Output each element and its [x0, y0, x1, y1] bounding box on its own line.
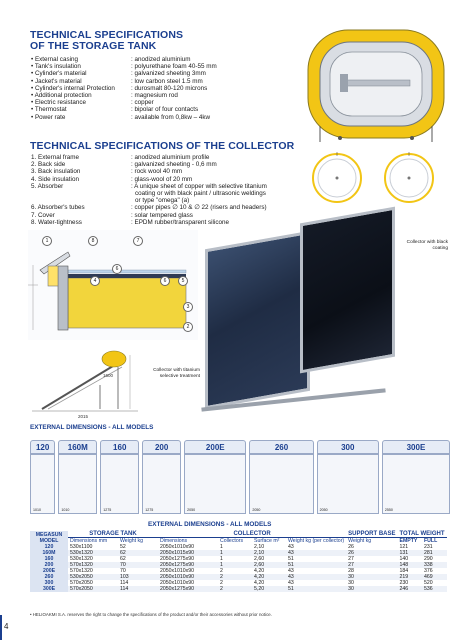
model-cell: 300: [30, 580, 68, 586]
dimension-height-label: 1600: [103, 373, 114, 378]
thumb-width-label: 1010: [61, 508, 70, 512]
diagram-callout-2: 2: [183, 322, 193, 332]
storage-spec-row: [31, 63, 217, 70]
thumb-width-label: 2550: [384, 508, 393, 512]
table-cell: 114: [120, 580, 129, 586]
sub-sb-label: Weight: [348, 538, 365, 544]
tab-model-160[interactable]: 160: [100, 440, 139, 454]
spec-value: : glass-wool of 20 mm: [131, 175, 193, 183]
model-thumbnail: [142, 454, 181, 514]
spec-key: • Power rate: [31, 113, 66, 121]
table-cell: 2,60: [254, 556, 265, 562]
subheader-collector-dimensions: Dimensions: [160, 538, 188, 544]
spec-key: 7. Cover: [31, 211, 55, 219]
table-cell: 121: [399, 544, 409, 550]
collector-spec-row: [31, 168, 267, 175]
spec-value: : solar tempered glass: [131, 211, 193, 219]
tab-model-160m[interactable]: 160M: [58, 440, 97, 454]
spec-value: : anodized aluminium profile: [131, 154, 210, 161]
table-cell: 184: [399, 568, 409, 574]
callout-titanium-treatment: Collector with titanium selective treatment: [153, 368, 200, 379]
table-cell: 2050x1010x90: [160, 568, 195, 574]
collector-spec-row: [31, 219, 267, 226]
sub-cw-label: Weight kg: [288, 538, 311, 544]
table-cell: 43: [288, 550, 294, 556]
table-row: [30, 586, 447, 592]
table-cell: 5,20: [254, 586, 265, 592]
tab-model-200e[interactable]: 200E: [184, 440, 246, 454]
spec-value: : polyurethane foam 40-55 mm: [131, 63, 217, 71]
table-cell: 2: [220, 586, 223, 592]
model-thumbnail-strip: [30, 454, 450, 514]
table-cell: 2: [220, 574, 223, 580]
table-cell: 1: [220, 550, 223, 556]
diagram-callout-3: 3: [183, 302, 193, 312]
model-thumbnail: [317, 454, 379, 514]
table-cell: 26: [348, 544, 354, 550]
thumb-width-label: 2050: [252, 508, 261, 512]
spec-key: 5. Absorber: [31, 182, 64, 190]
storage-tank-cutaway-illustration: [300, 26, 450, 146]
model-cell: 260: [30, 574, 68, 580]
table-cell: 30: [348, 580, 354, 586]
collector-spec-list: [31, 154, 267, 226]
subheader-empty: EMPTY: [399, 538, 418, 544]
model-cell: 200E: [30, 568, 68, 574]
spec-key: 8. Water-tightness: [31, 218, 82, 226]
table-cell: 51: [288, 556, 294, 562]
model-thumbnail: [249, 454, 313, 514]
sub-sb-unit: kg: [365, 538, 372, 544]
table-cell: 27: [348, 556, 354, 562]
table-cell: 570x2050: [70, 586, 93, 592]
storage-spec-row: [31, 85, 217, 92]
table-cell: 2,60: [254, 562, 265, 568]
spec-value: : galvanized sheeting - 0,6 mm: [131, 161, 217, 169]
table-cell: 2050x1010x90: [160, 574, 195, 580]
header-total-weight: TOTAL WEIGHT: [399, 531, 445, 537]
table-cell: 246: [399, 586, 409, 592]
collector-spec-row: [31, 154, 267, 161]
thumb-width-label: 2050: [319, 508, 328, 512]
table-cell: 281: [424, 550, 433, 556]
spec-value: : copper: [131, 99, 154, 107]
sub-dim-unit: mm: [98, 538, 108, 544]
collector-cross-section-diagram: [28, 230, 198, 340]
table-cell: 114: [120, 586, 129, 592]
spec-value: : A unique sheet of copper with selective titanium: [131, 182, 267, 190]
table-cell: 2: [220, 580, 223, 586]
tab-model-120[interactable]: 120: [30, 440, 55, 454]
table-cell: 2050x1010x90: [160, 580, 195, 586]
model-cell: 160: [30, 556, 68, 562]
table-cell: 103: [120, 574, 129, 580]
storage-spec-row: [31, 106, 217, 113]
table-cell: 2050x1015x90: [160, 550, 195, 556]
diagram-callout-4: 4: [90, 276, 100, 286]
table-cell: 231: [424, 544, 433, 550]
table-cell: 2,10: [254, 550, 265, 556]
header-collector: COLLECTOR: [158, 531, 346, 538]
storage-title-line1: TECHNICAL SPECIFICATIONS: [30, 29, 184, 41]
table-cell: 230: [399, 580, 409, 586]
spec-value: : anodized aluminium: [131, 56, 191, 63]
table-cell: 520: [424, 580, 433, 586]
models-table: [30, 531, 447, 592]
table-cell: 2050x1010x90: [160, 544, 195, 550]
table-cell: 2: [220, 568, 223, 574]
table-cell: 26: [348, 550, 354, 556]
model-cell: 120: [30, 544, 68, 550]
model-thumbnail: [100, 454, 139, 514]
spec-key: 2. Back side: [31, 161, 66, 169]
thumb-width-label: 1275: [103, 508, 112, 512]
spec-value: or type "omega" (a): [135, 197, 190, 205]
collector-spec-row: [31, 176, 267, 183]
collector-spec-row: [31, 204, 267, 211]
table-cell: 30: [348, 574, 354, 580]
table-cell: 530x1320: [70, 550, 93, 556]
tab-model-300e[interactable]: 300E: [382, 440, 450, 454]
model-thumbnail: [184, 454, 246, 514]
storage-spec-list: [31, 56, 217, 121]
sub-weight-unit: kg: [137, 538, 143, 544]
storage-spec-row: [31, 56, 217, 63]
page-edge-rule: [0, 615, 2, 640]
sub-surface-label: Surface: [254, 538, 272, 544]
table-cell: 4,20: [254, 574, 265, 580]
header-storage-tank: STORAGE TANK: [68, 531, 158, 538]
spec-key: • Jacket's material: [31, 77, 82, 85]
sub-cw-note: (per collector): [312, 538, 345, 544]
models-table-wrap: [30, 531, 450, 592]
table-cell: 469: [424, 574, 433, 580]
spec-key: • Additional protection: [31, 92, 92, 100]
table-cell: 2050x1275x90: [160, 562, 195, 568]
model-cell: 300E: [30, 586, 68, 592]
table-cell: 52: [120, 544, 126, 550]
model-header: [30, 531, 68, 544]
collector-spec-row: [31, 183, 267, 190]
table-cell: 43: [288, 544, 294, 550]
callout-black-coating: Collector with black coating: [406, 240, 448, 251]
model-cell: 160M: [30, 550, 68, 556]
spec-key: 1. External frame: [31, 154, 79, 161]
collector-panel-black: [300, 207, 395, 374]
table-cell: 536: [424, 586, 433, 592]
table-cell: 4,20: [254, 580, 265, 586]
spec-value: : EPDM rubber/transparent silicone: [131, 218, 229, 226]
spec-value: : low carbon steel 1.5 mm: [131, 77, 203, 85]
spec-value: : magnesium rod: [131, 92, 178, 100]
spec-value: : available from 0,8kw – 4kw: [131, 113, 211, 121]
spec-key: • Cylinder's material: [31, 70, 87, 78]
spec-value: : copper pipes ∅ 10 & ∅ 22 (risers and headers): [131, 204, 267, 212]
spec-key: 6. Absorber's tubes: [31, 204, 85, 212]
spec-key: • Cylinder's internal Protection: [31, 84, 115, 92]
subheader-full: FULL: [424, 538, 438, 544]
table-cell: 62: [120, 550, 126, 556]
tab-model-300[interactable]: 300: [317, 440, 379, 454]
external-dims-title: EXTERNAL DIMENSIONS - ALL MODELS: [30, 424, 154, 431]
model-thumbnail: [382, 454, 450, 514]
spec-key: • Electric resistance: [31, 99, 87, 107]
thumb-width-label: 2050: [187, 508, 196, 512]
tab-model-200[interactable]: 200: [142, 440, 181, 454]
collector-spec-row: [31, 161, 267, 168]
storage-spec-row: [31, 78, 217, 85]
tab-model-260[interactable]: 260: [249, 440, 313, 454]
spec-key: 3. Back insulation: [31, 168, 81, 176]
diagram-callout-6: 6: [112, 264, 122, 274]
table-cell: 338: [424, 562, 433, 568]
dimension-width-label: 2015: [78, 414, 89, 419]
model-header-line2: MODEL: [39, 537, 59, 544]
collector-panel-titanium: [205, 231, 310, 410]
collector-title: TECHNICAL SPECIFICATIONS OF THE COLLECTOR: [30, 140, 295, 152]
spec-value: coating or with black paint / ultrasonic weldings: [135, 190, 266, 198]
model-cell: 200: [30, 562, 68, 568]
sub-dim-label: Dimensions: [70, 538, 98, 544]
model-header-line1: MEGASUN: [35, 531, 63, 538]
header-support-base: SUPPORT BASE: [348, 531, 396, 537]
table-cell: 27: [348, 562, 354, 568]
sub-weight-label: Weight: [120, 538, 137, 544]
diagram-callout-5: 5: [178, 276, 188, 286]
table-cell: 43: [288, 568, 294, 574]
table-cell: 290: [424, 556, 433, 562]
table-cell: 2050x1275x90: [160, 586, 195, 592]
spec-key: • External casing: [31, 56, 79, 63]
spec-value: : durosmalt 80-120 microns: [131, 84, 208, 92]
table-cell: 530x2050: [70, 574, 93, 580]
sub-surface-unit: m²: [273, 538, 280, 544]
table-cell: 2,10: [254, 544, 265, 550]
table-cell: 2050x1275x90: [160, 556, 195, 562]
table-cell: 570x1320: [70, 562, 93, 568]
table-cell: 62: [120, 556, 126, 562]
table-cell: 140: [399, 556, 409, 562]
diagram-callout-8: 8: [88, 236, 98, 246]
table-cell: 51: [288, 586, 294, 592]
table-title: EXTERNAL DIMENSIONS - ALL MODELS: [148, 521, 272, 528]
table-cell: 148: [399, 562, 409, 568]
table-cell: 51: [288, 562, 294, 568]
table-cell: 4,20: [254, 568, 265, 574]
storage-spec-row: [31, 70, 217, 77]
storage-tank-end-views: [305, 150, 445, 205]
table-cell: 570x2050: [70, 580, 93, 586]
table-cell: 30: [348, 586, 354, 592]
table-cell: 1: [220, 556, 223, 562]
table-cell: 570x1320: [70, 568, 93, 574]
spec-value: : galvanized sheeting 3mm: [131, 70, 206, 78]
table-cell: 1: [220, 562, 223, 568]
storage-title-line2: OF THE STORAGE TANK: [30, 40, 157, 52]
storage-spec-row: [31, 92, 217, 99]
storage-spec-row: [31, 99, 217, 106]
spec-key: • Thermostat: [31, 106, 67, 114]
spec-key: 4. Side insulation: [31, 175, 79, 183]
thumb-width-label: 1010: [33, 508, 41, 512]
model-thumbnail: [30, 454, 55, 514]
table-cell: 530x1100: [70, 544, 93, 550]
table-cell: 70: [120, 568, 126, 574]
storage-spec-row: [31, 114, 217, 121]
collector-spec-row: [31, 197, 267, 204]
spec-key: • Tank's insulation: [31, 63, 81, 71]
table-cell: 70: [120, 562, 126, 568]
table-cell: 43: [288, 574, 294, 580]
table-cell: 43: [288, 580, 294, 586]
diagram-callout-7: 7: [133, 236, 143, 246]
spec-value: : bipolar of four contacts: [131, 106, 199, 114]
footnote: • HELIOAKMI S.A. reserves the right to change the specifications of the product and/or their accessories without prior notice.: [30, 612, 272, 617]
thumb-width-label: 1275: [145, 508, 154, 512]
model-tab-strip: [30, 440, 450, 454]
subheader-collector-weight: [286, 538, 346, 545]
table-cell: 28: [348, 568, 354, 574]
diagram-callout-1: 1: [42, 236, 52, 246]
page-number: 4: [4, 622, 9, 631]
table-cell: 131: [399, 550, 409, 556]
subheader-collectors: Collectors: [220, 538, 244, 544]
table-cell: 1: [220, 544, 223, 550]
model-thumbnail: [58, 454, 97, 514]
diagram-callout-6b: 6: [160, 276, 170, 286]
installation-side-view-drawing: [30, 345, 140, 415]
table-cell: 376: [424, 568, 433, 574]
table-cell: 219: [399, 574, 409, 580]
collector-spec-row: [31, 212, 267, 219]
collector-spec-row: [31, 190, 267, 197]
spec-value: : rock wool 40 mm: [131, 168, 183, 176]
table-cell: 530x1320: [70, 556, 93, 562]
